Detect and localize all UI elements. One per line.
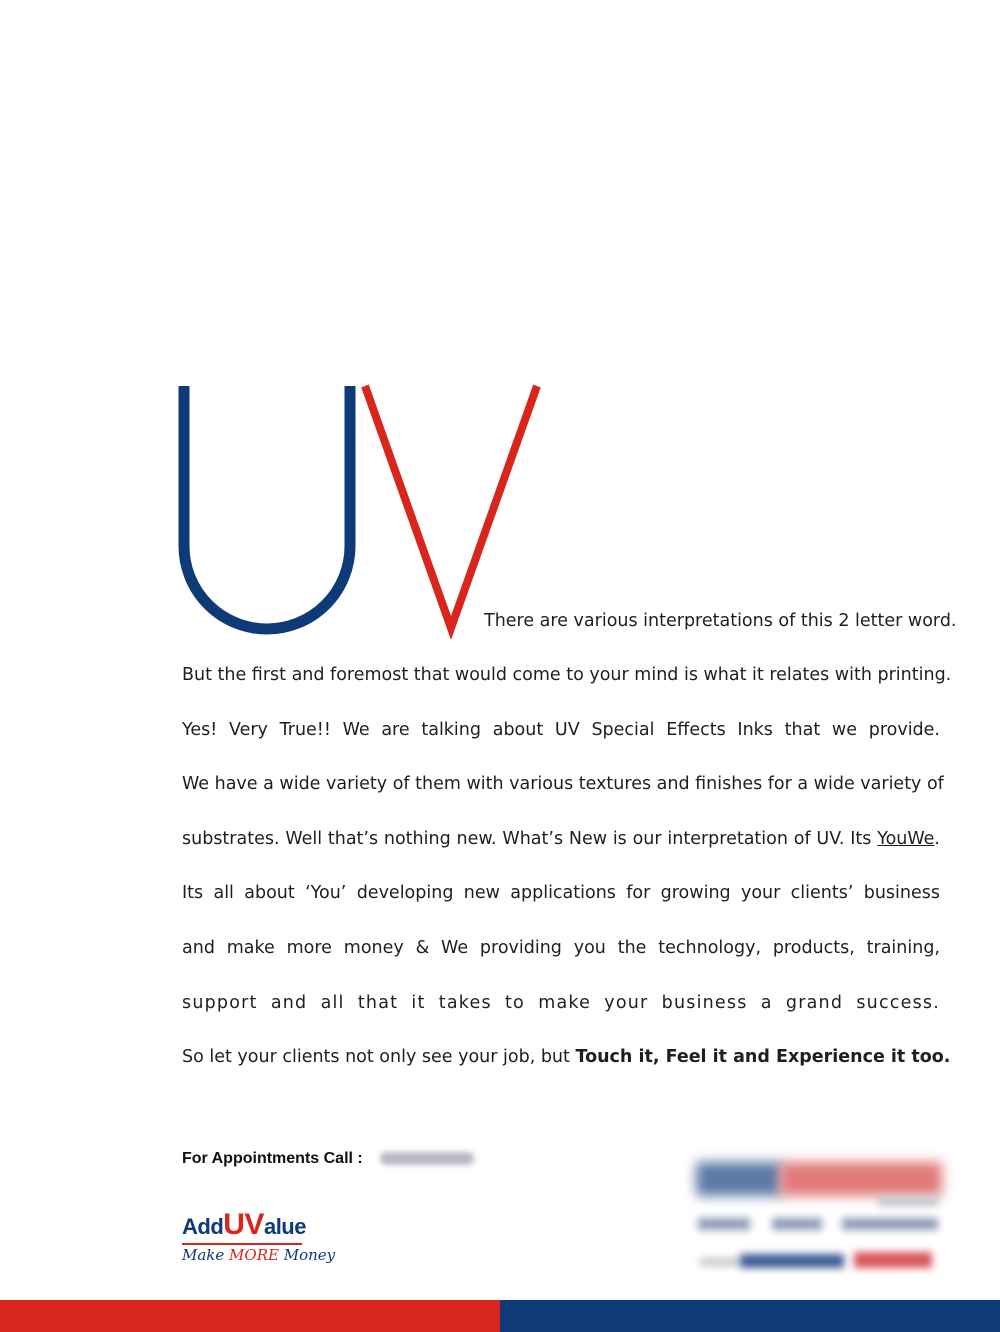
footer-blue-bar [500, 1300, 1000, 1332]
paragraph-line-2: But the first and foremost that would come to your mind is what it relates with printing. [182, 665, 952, 685]
paragraph-line-8: support and all that it takes to make your business a grand success. [182, 993, 940, 1013]
paragraph-line-3: Yes! Very True!! We are talking about UV Special Effects Inks that we provide. [182, 720, 940, 740]
letter-u [184, 386, 350, 629]
paragraph-line-9-text: So let your clients not only see your job, but [182, 1047, 576, 1067]
paragraph-line-1: There are various interpretations of this 2 letter word. [484, 611, 957, 631]
paragraph-line-7: and make more money & We providing you the technology, products, training, [182, 938, 940, 958]
paragraph-line-6: Its all about ‘You’ developing new applications for growing your clients’ business [182, 883, 940, 903]
paragraph-line-9 [182, 1047, 951, 1067]
appointments-label: For Appointments Call : [182, 1150, 363, 1167]
paragraph-line-4: We have a wide variety of them with various textures and finishes for a wide variety of [182, 774, 944, 794]
footer-red-bar [0, 1300, 500, 1332]
logo-uv: UV [223, 1208, 264, 1241]
paragraph-line-5-end: . [934, 829, 940, 849]
paragraph-line-5-text: substrates. Well that’s nothing new. What’s New is our interpretation of UV. Its [182, 829, 878, 849]
logo-wordmark [182, 1210, 312, 1242]
letter-v [365, 386, 537, 628]
logo-tagline [182, 1245, 336, 1265]
logo-tag-more: MORE [229, 1246, 279, 1264]
paragraph-line-5 [182, 829, 940, 849]
logo-tag-make: Make [182, 1246, 230, 1264]
paragraph-line-9-bold: Touch it, Feel it and Experience it too. [575, 1047, 951, 1067]
logo-tag-money: Money [278, 1246, 336, 1264]
logo-alue: alue [263, 1214, 306, 1239]
adduvalue-logo [182, 1208, 336, 1276]
redacted-phone-number [380, 1152, 474, 1165]
uv-headline-graphic [176, 380, 548, 640]
youwe-link[interactable]: YouWe [877, 829, 935, 849]
logo-add: Add [182, 1214, 224, 1239]
